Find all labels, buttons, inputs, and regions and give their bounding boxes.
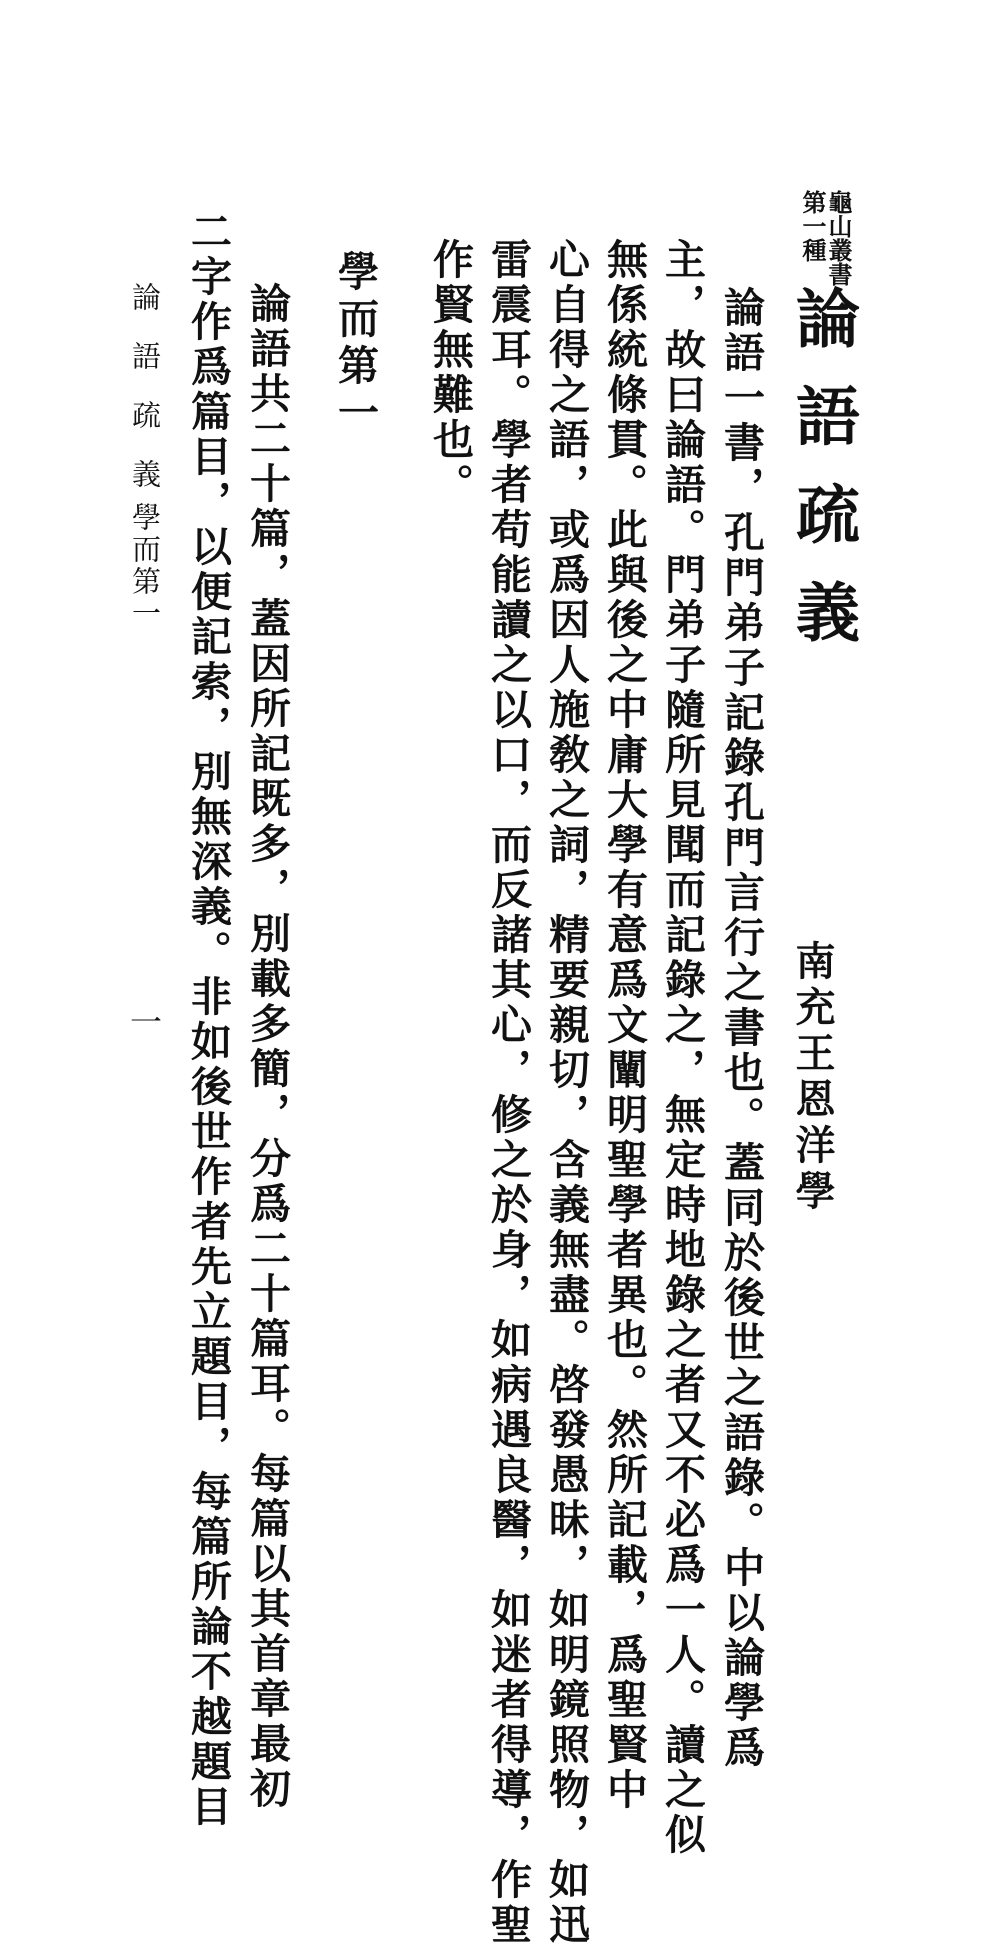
book-title: 論語疏義 (785, 285, 860, 677)
running-head-section: 學而第一 (128, 502, 162, 630)
preface-column-2: 主，故曰論語。門弟子隨所見聞而記錄之，無定時地錄之者又不必爲一人。讀之似 (658, 238, 706, 1858)
author-line: 南充王恩洋學 (789, 940, 836, 1216)
preface-column-1: 論語一書，孔門弟子記錄孔門言行之書也。蓋同於後世之語錄。中以論學爲 (717, 286, 765, 1771)
series-name: 龜山叢書 (824, 190, 853, 286)
chapter-heading: 學而第一 (331, 250, 379, 438)
series-number: 第一種 (798, 190, 827, 262)
preface-column-3: 無係統條貫。此與後之中庸大學有意爲文闡明聖學者異也。然所記載，爲聖賢中 (600, 238, 648, 1813)
chapter-column-1: 論語共二十篇，蓋因所記既多，別載多簡，分爲二十篇耳。每篇以其首章最初 (243, 282, 291, 1812)
preface-column-5: 雷震耳。學者苟能讀之以口，而反諸其心，修之於身，如病遇良醫，如迷者得導，作聖 (484, 238, 532, 1948)
running-head-title: 論語疏義 (128, 282, 162, 518)
preface-column-6: 作賢無難也。 (426, 238, 474, 508)
chapter-column-2: 二字作爲篇目，以便記索，別無深義。非如後世作者先立題目，每篇所論不越題目 (184, 210, 232, 1830)
preface-column-4: 心自得之語，或爲因人施敎之詞，精要親切，含義無盡。啓發愚昧，如明鏡照物，如迅 (542, 238, 590, 1948)
page-number: 一 (125, 1005, 163, 1037)
